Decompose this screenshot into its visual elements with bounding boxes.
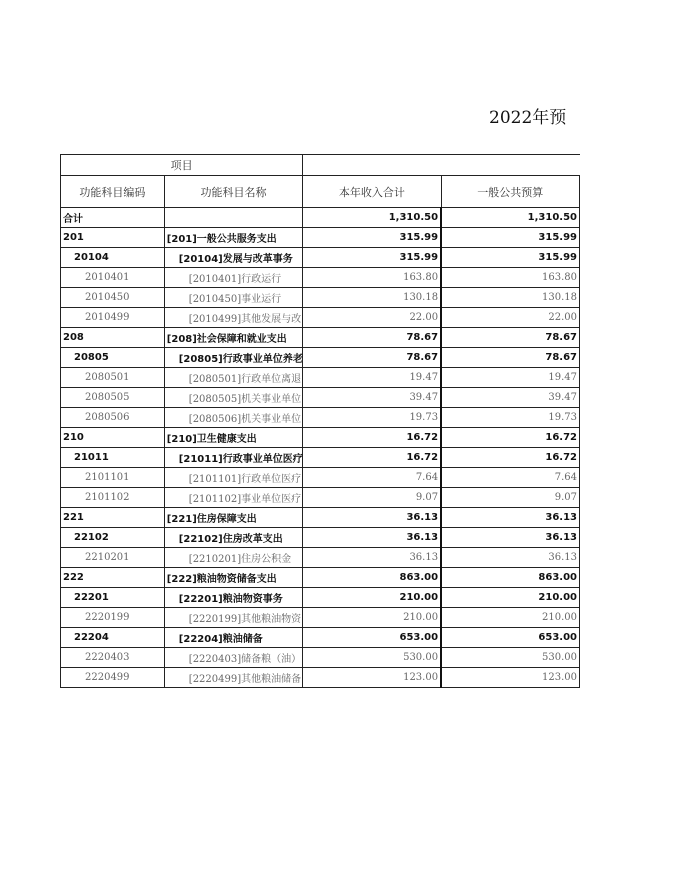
cell-name [164,208,302,228]
table-row[interactable] [61,248,580,268]
header-group-row [61,155,580,176]
cell-total: 653.00 [303,628,441,648]
cell-total: 16.72 [303,428,441,448]
table-row[interactable] [61,488,580,508]
cell-code: 22102 [61,528,165,548]
cell-general: 7.64 [441,468,579,488]
cell-general: 78.67 [441,348,579,368]
cell-total: 1,310.50 [303,208,441,228]
cell-general: 863.00 [441,568,579,588]
budget-table [60,154,580,688]
cell-total: 36.13 [303,548,441,568]
table-row[interactable] [61,448,580,468]
cell-total: 7.64 [303,468,441,488]
cell-code: 22204 [61,628,165,648]
cell-general: 19.47 [441,368,579,388]
cell-total: 210.00 [303,588,441,608]
cell-code: 合计 [61,208,165,228]
cell-general: 163.80 [441,268,579,288]
header-column-row [61,176,580,208]
table-body [61,208,580,688]
cell-code: 2010450 [61,288,165,308]
table-row[interactable] [61,388,580,408]
cell-code: 201 [61,228,165,248]
cell-total: 210.00 [303,608,441,628]
cell-total: 78.67 [303,348,441,368]
cell-name: [221]住房保障支出 [164,508,302,528]
cell-code: 222 [61,568,165,588]
header-col-name: 功能科目名称 [164,176,302,208]
cell-name: [2101101]行政单位医疗 [164,468,302,488]
table-row[interactable] [61,628,580,648]
cell-code: 221 [61,508,165,528]
cell-total: 78.67 [303,328,441,348]
cell-total: 530.00 [303,648,441,668]
cell-code: 208 [61,328,165,348]
table-row[interactable] [61,528,580,548]
cell-name: [2080505]机关事业单位 [164,388,302,408]
table-row[interactable] [61,328,580,348]
table-row[interactable] [61,368,580,388]
cell-code: 2010401 [61,268,165,288]
header-group-project: 项目 [61,155,303,176]
cell-total: 19.47 [303,368,441,388]
cell-total: 130.18 [303,288,441,308]
cell-general: 315.99 [441,248,579,268]
cell-name: [2080501]行政单位离退 [164,368,302,388]
cell-code: 2080506 [61,408,165,428]
cell-code: 2080505 [61,388,165,408]
header-col-code: 功能科目编码 [61,176,165,208]
cell-total: 36.13 [303,528,441,548]
table-row[interactable] [61,568,580,588]
cell-name: [2010401]行政运行 [164,268,302,288]
cell-code: 2220403 [61,648,165,668]
cell-name: [2210201]住房公积金 [164,548,302,568]
cell-general: 22.00 [441,308,579,328]
cell-code: 2210201 [61,548,165,568]
cell-general: 78.67 [441,328,579,348]
cell-general: 130.18 [441,288,579,308]
header-col-total: 本年收入合计 [303,176,441,208]
cell-code: 2101101 [61,468,165,488]
cell-name: [2080506]机关事业单位 [164,408,302,428]
cell-name: [2220499]其他粮油储备 [164,668,302,688]
cell-code: 20104 [61,248,165,268]
cell-code: 21011 [61,448,165,468]
cell-name: [222]粮油物资储备支出 [164,568,302,588]
cell-total: 9.07 [303,488,441,508]
table-row[interactable] [61,348,580,368]
cell-total: 315.99 [303,248,441,268]
cell-name: [22204]粮油储备 [164,628,302,648]
cell-general: 39.47 [441,388,579,408]
cell-code: 2080501 [61,368,165,388]
header-col-general: 一般公共预算 [441,176,579,208]
cell-total: 863.00 [303,568,441,588]
table-row[interactable] [61,268,580,288]
table-row[interactable] [61,548,580,568]
cell-code: 20805 [61,348,165,368]
cell-general: 16.72 [441,448,579,468]
cell-general: 19.73 [441,408,579,428]
cell-name: [208]社会保障和就业支出 [164,328,302,348]
cell-name: [21011]行政事业单位医疗 [164,448,302,468]
table-row[interactable] [61,508,580,528]
cell-general: 315.99 [441,228,579,248]
table-row[interactable] [61,648,580,668]
cell-code: 2220199 [61,608,165,628]
cell-name: [210]卫生健康支出 [164,428,302,448]
cell-name: [20805]行政事业单位养老 [164,348,302,368]
cell-total: 123.00 [303,668,441,688]
cell-name: [2220199]其他粮油物资 [164,608,302,628]
table-row[interactable] [61,428,580,448]
cell-general: 16.72 [441,428,579,448]
cell-code: 2010499 [61,308,165,328]
cell-general: 9.07 [441,488,579,508]
cell-name: [2101102]事业单位医疗 [164,488,302,508]
cell-total: 19.73 [303,408,441,428]
cell-name: [2010499]其他发展与改 [164,308,302,328]
cell-name: [2010450]事业运行 [164,288,302,308]
table-row[interactable] [61,208,580,228]
cell-general: 36.13 [441,508,579,528]
cell-general: 123.00 [441,668,579,688]
cell-total: 22.00 [303,308,441,328]
cell-total: 16.72 [303,448,441,468]
cell-general: 1,310.50 [441,208,579,228]
page-title: 2022年预 [489,108,567,128]
header-group-blank [303,155,580,176]
cell-general: 210.00 [441,608,579,628]
cell-name: [22102]住房改革支出 [164,528,302,548]
table-row[interactable] [61,288,580,308]
cell-general: 653.00 [441,628,579,648]
table-row[interactable] [61,468,580,488]
cell-code: 22201 [61,588,165,608]
table-row[interactable] [61,228,580,248]
cell-total: 315.99 [303,228,441,248]
cell-code: 2220499 [61,668,165,688]
cell-name: [2220403]储备粮（油） [164,648,302,668]
table-row[interactable] [61,668,580,688]
cell-name: [20104]发展与改革事务 [164,248,302,268]
cell-total: 36.13 [303,508,441,528]
cell-general: 210.00 [441,588,579,608]
cell-name: [22201]粮油物资事务 [164,588,302,608]
table-row[interactable] [61,408,580,428]
cell-general: 36.13 [441,548,579,568]
cell-code: 210 [61,428,165,448]
budget-table-viewport[interactable] [60,154,577,689]
cell-name: [201]一般公共服务支出 [164,228,302,248]
table-row[interactable] [61,308,580,328]
cell-general: 530.00 [441,648,579,668]
cell-general: 36.13 [441,528,579,548]
cell-code: 2101102 [61,488,165,508]
cell-total: 39.47 [303,388,441,408]
cell-total: 163.80 [303,268,441,288]
table-row[interactable] [61,608,580,628]
table-row[interactable] [61,588,580,608]
